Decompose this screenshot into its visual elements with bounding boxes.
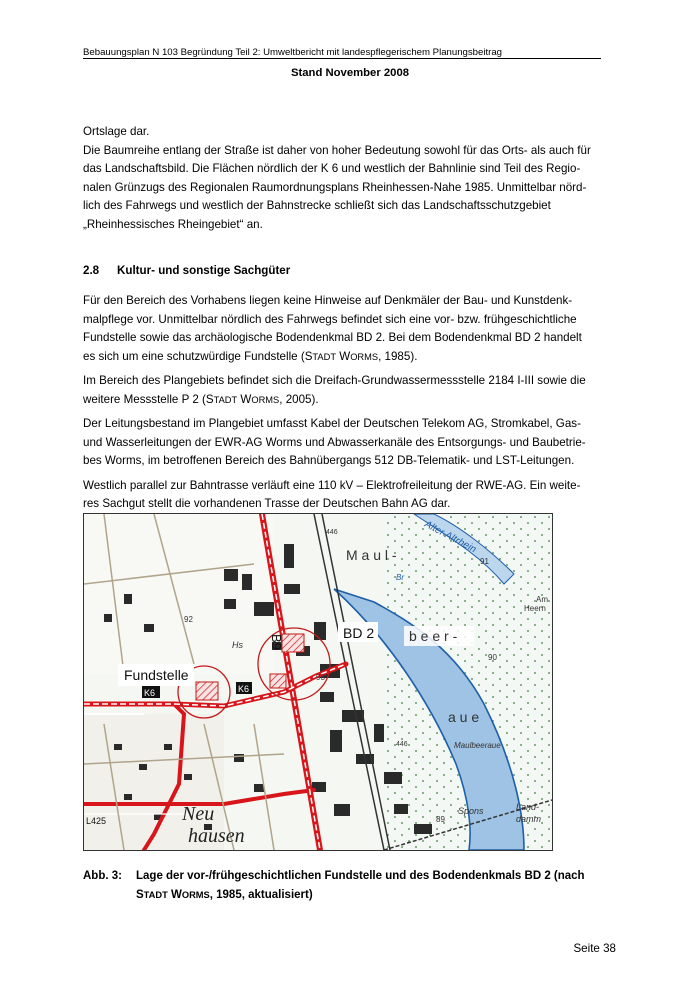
text-line: Der Leitungsbestand im Plangebiet umfasst Kabel der Deutschen Telekom AG, Stromkabel, Gas- bbox=[83, 417, 581, 430]
smallcaps-initial: W bbox=[167, 888, 182, 901]
label-hs: Hs bbox=[232, 640, 243, 650]
text-line bbox=[83, 348, 603, 367]
label-spons: Spons bbox=[458, 806, 484, 816]
text-line: bes Worms, im betroffenen Bereich des Bahnübergangs 512 DB-Telematik- und LST-Leitungen. bbox=[83, 454, 575, 467]
site-map bbox=[83, 513, 553, 851]
paragraph-groundwater bbox=[83, 372, 603, 409]
label-hausen: hausen bbox=[188, 825, 245, 847]
smallcaps-rest: TADT bbox=[143, 889, 168, 900]
label-height-89: 89 bbox=[436, 815, 445, 824]
label-km-446b: 446 bbox=[396, 741, 408, 748]
header-date: Stand November 2008 bbox=[290, 67, 410, 79]
text-fragment: es sich um eine schutzwürdige Fundstelle ( bbox=[83, 349, 305, 363]
smallcaps-rest: ORMS bbox=[181, 889, 210, 900]
text-line: und Wasserleitungen der EWR-AG Worms und Abwasserkanäle des Entsorgungs- und Baubetrie- bbox=[83, 435, 586, 449]
smallcaps-rest: ORMS bbox=[350, 351, 379, 362]
page-number: Seite 38 bbox=[573, 942, 616, 955]
smallcaps-rest: TADT bbox=[312, 351, 337, 362]
label-heer: Heern bbox=[524, 604, 546, 613]
smallcaps-initial: S bbox=[205, 392, 214, 406]
label-l425: L425 bbox=[86, 816, 107, 826]
smallcaps-initial: S bbox=[136, 888, 144, 901]
smallcaps-initial: S bbox=[304, 349, 313, 363]
smallcaps-initial: W bbox=[237, 392, 252, 406]
text-fragment: weitere Messstelle P 2 ( bbox=[83, 392, 206, 406]
label-height-90: 90 bbox=[488, 653, 497, 662]
section-title: Kultur- und sonstige Sachgüter bbox=[117, 264, 291, 277]
header-rule bbox=[83, 58, 601, 59]
text-line: nalen Grünzugs des Regionalen Raumordnungsplans Rheinhessen-Nahe 1985. Unmittelbar nörd- bbox=[83, 180, 587, 194]
label-damm: damm bbox=[516, 814, 542, 824]
text-fragment: , 1985). bbox=[378, 349, 418, 363]
label-k6-west: K6 bbox=[144, 688, 156, 698]
label-aue: a u e bbox=[448, 709, 480, 725]
text-line: res Sachgut stellt die vorhandenen Trasse der Deutschen Bahn AG dar. bbox=[83, 497, 451, 510]
paragraph-monuments bbox=[83, 292, 603, 366]
text-line: Die Baumreihe entlang der Straße ist daher von hoher Bedeutung sowohl für das Orts- als auch für bbox=[83, 143, 591, 157]
text-line: Fundstelle sowie das archäologische Bodendenkmal BD 2. Bei dem Bodendenkmal BD 2 handelt bbox=[83, 331, 582, 344]
text-line: Ortslage dar. bbox=[83, 125, 150, 138]
text-line: Im Bereich des Plangebiets befindet sich die Dreifach-Grundwassermessstelle 2184 I-III sowie die bbox=[83, 374, 586, 387]
label-beer: b e e r - bbox=[409, 628, 458, 644]
smallcaps-rest: TADT bbox=[213, 394, 238, 405]
text-line: „Rheinhessisches Rheingebiet“ an. bbox=[83, 217, 263, 231]
label-km-446a: 446 bbox=[326, 529, 338, 536]
intro-paragraph bbox=[83, 123, 603, 234]
label-b9: B9 bbox=[269, 634, 284, 650]
label-bd2: BD 2 bbox=[343, 625, 375, 641]
label-neu: Neu bbox=[182, 803, 215, 825]
caption-label: Abb. 3: bbox=[83, 870, 122, 882]
text-line: Für den Bereich des Vorhabens liegen keine Hinweise auf Denkmäler der Bau- und Kunstdenk- bbox=[83, 294, 573, 307]
label-height-91: 91 bbox=[480, 557, 489, 566]
label-height-92: 92 bbox=[184, 615, 193, 624]
citation-stadt-worms bbox=[206, 393, 279, 406]
label-altrhein: Alter Altrhein bbox=[422, 518, 478, 556]
text-line bbox=[83, 391, 603, 410]
label-land: Land- bbox=[516, 802, 540, 812]
label-br: Br bbox=[396, 573, 404, 582]
text-line: das Landschaftsbild. Die Flächen nördlich der K 6 und westlich der Bahnlinie sind Teil des Regio- bbox=[83, 162, 581, 175]
section-heading bbox=[83, 264, 290, 277]
section-body bbox=[83, 292, 603, 520]
text-line: lich des Fahrwegs und westlich der Bahnstrecke schließt sich das Landschaftsschutzgebiet bbox=[83, 199, 551, 212]
paragraph-powerline bbox=[83, 477, 603, 514]
smallcaps-initial: W bbox=[336, 349, 351, 363]
citation-stadt-worms bbox=[305, 350, 378, 363]
label-fundstelle: Fundstelle bbox=[124, 667, 189, 683]
label-height-93: 93 bbox=[316, 673, 325, 682]
paragraph-utilities bbox=[83, 415, 603, 471]
label-maul: M a u l - bbox=[346, 547, 397, 563]
caption-line: Lage der vor-/frühgeschichtlichen Fundstelle und des Bodendenkmals BD 2 (nach bbox=[136, 870, 585, 882]
label-k6-east: K6 bbox=[238, 684, 250, 694]
text-line: Westlich parallel zur Bahntrasse verläuft eine 110 kV – Elektrofreileitung der RWE-AG. Ein weite- bbox=[83, 478, 581, 492]
text-line: malpflege vor. Unmittelbar nördlich des Fahrwegs befindet sich eine vor- bzw. frühgeschichtliche bbox=[83, 312, 577, 326]
label-am: Am bbox=[536, 595, 548, 604]
section-number: 2.8 bbox=[83, 264, 100, 277]
caption-line bbox=[136, 886, 313, 905]
caption-fragment: , 1985, aktualisiert) bbox=[209, 888, 313, 901]
running-header: Bebauungsplan N 103 Begründung Teil 2: Umweltbericht mit landespflegerischem Planungsbeitrag bbox=[83, 47, 503, 58]
smallcaps-rest: ORMS bbox=[251, 394, 280, 405]
label-maulbeerau: Maulbeeraue bbox=[454, 741, 501, 750]
text-fragment: , 2005). bbox=[279, 392, 319, 406]
